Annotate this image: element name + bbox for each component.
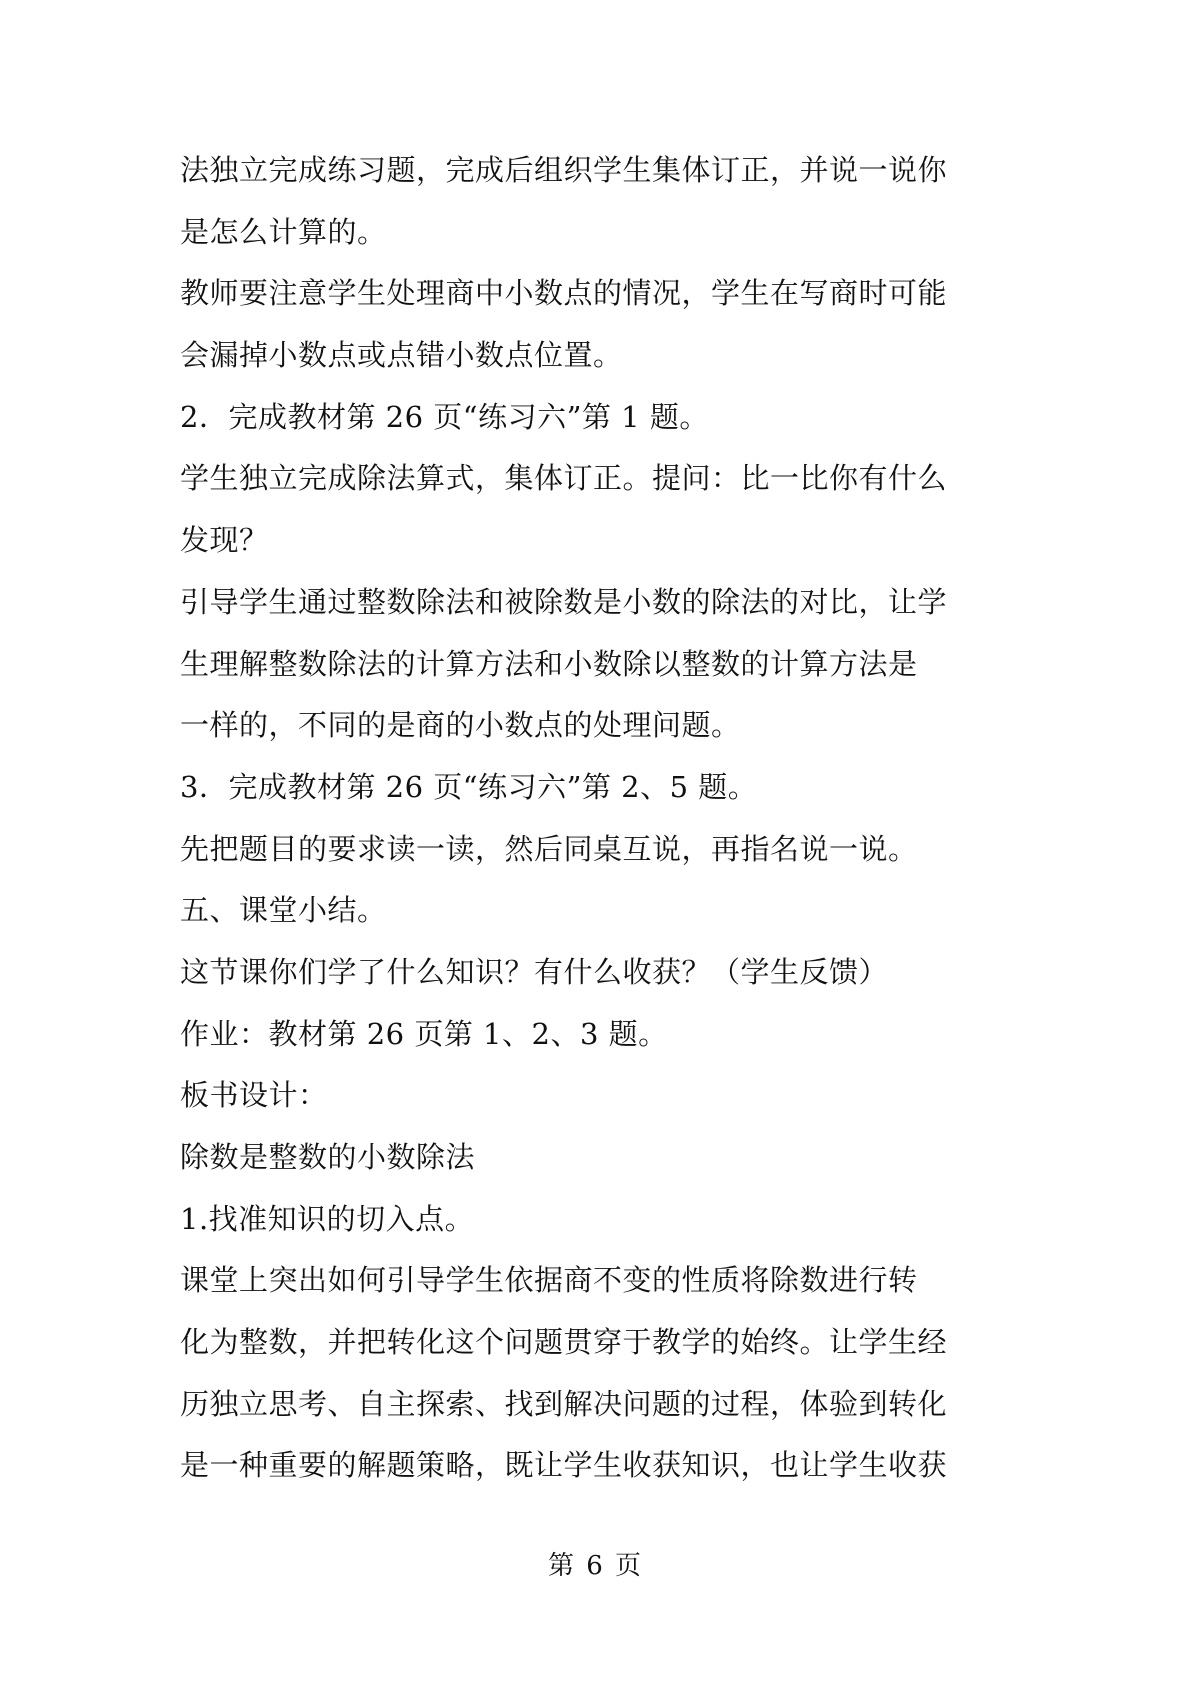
text-line: 法独立完成练习题，完成后组织学生集体订正，并说一说你 bbox=[180, 153, 948, 187]
text-line: 这节课你们学了什么知识？有什么收获？（学生反馈） bbox=[180, 954, 889, 989]
text-line: 发现？ bbox=[180, 523, 269, 558]
text-line: 先把题目的要求读一读，然后同桌互说，再指名说一说。 bbox=[180, 831, 918, 866]
text-line: 1.找准知识的切入点。 bbox=[180, 1201, 475, 1236]
text-line: 是一种重要的解题策略，既让学生收获知识，也让学生收获 bbox=[180, 1448, 948, 1483]
section-heading: 五、课堂小结。 bbox=[180, 893, 387, 928]
page-number: 第 6 页 bbox=[547, 1551, 644, 1581]
text-line: 是怎么计算的。 bbox=[180, 214, 387, 249]
text-line: 历独立思考、自主探索、找到解决问题的过程，体验到转化 bbox=[180, 1386, 948, 1421]
text-line: 一样的，不同的是商的小数点的处理问题。 bbox=[180, 708, 741, 743]
text-line: 学生独立完成除法算式，集体订正。提问：比一比你有什么 bbox=[180, 461, 948, 496]
text-line: 引导学生通过整数除法和被除数是小数的除法的对比，让学 bbox=[180, 584, 948, 619]
text-line: 除数是整数的小数除法 bbox=[180, 1140, 476, 1174]
text-line: 3．完成教材第 26 页“练习六”第 2、5 题。 bbox=[180, 769, 758, 804]
text-line: 作业：教材第 26 页第 1、2、3 题。 bbox=[180, 1016, 668, 1051]
text-line: 2．完成教材第 26 页“练习六”第 1 题。 bbox=[180, 399, 709, 434]
text-line: 会漏掉小数点或点错小数点位置。 bbox=[180, 338, 623, 373]
text-line: 课堂上突出如何引导学生依据商不变的性质将除数进行转 bbox=[180, 1263, 918, 1298]
document-body bbox=[180, 140, 1030, 1497]
text-line: 化为整数，并把转化这个问题贯穿于教学的始终。让学生经 bbox=[180, 1325, 948, 1360]
text-line: 板书设计： bbox=[180, 1078, 328, 1113]
text-line: 教师要注意学生处理商中小数点的情况，学生在写商时可能 bbox=[180, 276, 948, 311]
text-line: 生理解整数除法的计算方法和小数除以整数的计算方法是 bbox=[180, 646, 918, 681]
